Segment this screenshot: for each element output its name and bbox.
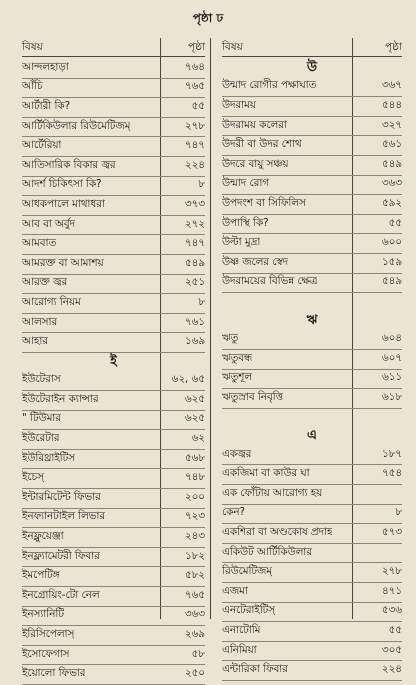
index-entry [22, 372, 205, 392]
index-list [222, 59, 402, 681]
index-entry [222, 465, 402, 485]
entry-term: উদরাময়ের বিভিন্ন ক্ষেত্র [222, 275, 318, 288]
entry-term: উষ্ণ জলের স্বেদ [222, 255, 289, 268]
section-letter: ই [110, 353, 117, 369]
entry-term: ইচেস্ [22, 471, 44, 484]
section-letter: ঋ [306, 312, 318, 328]
index-entry [22, 137, 205, 157]
entry-term: ইনফ্যানটাইল লিভার [22, 510, 105, 523]
index-entry [22, 567, 205, 587]
entry-page-number: ৩২৭ [381, 118, 402, 131]
index-entry [222, 254, 402, 274]
spacer-row [222, 409, 402, 428]
entry-page-number: ৪৭১ [381, 584, 402, 597]
entry-term: আর্টেরিয়া [22, 139, 62, 152]
index-entry [22, 196, 205, 216]
entry-term: ইমপেটিঙ্গ [22, 569, 60, 582]
entry-term: ইয়োলো ফিভার [22, 667, 86, 680]
index-entry [22, 333, 205, 353]
entry-page-number: ৩৬৩ [184, 608, 205, 621]
entry-page-number: ৭৪৮ [184, 471, 205, 484]
column-header [22, 40, 205, 57]
entry-page-number: ৭৬৪ [184, 60, 205, 73]
index-entry [222, 485, 402, 505]
index-entry [222, 642, 402, 662]
index-entry [222, 176, 402, 196]
entry-term: ঋতু [222, 332, 239, 345]
entry-page-number: ২৬৯ [184, 628, 205, 641]
entry-page-number: ৬০৭ [381, 351, 402, 364]
entry-page-number: ৩৭৩ [184, 197, 205, 210]
entry-term: উদরী বা উদর শোথ [222, 138, 302, 151]
entry-page-number: ৭৪৭ [184, 139, 205, 152]
index-entry [222, 661, 402, 681]
entry-page-number: ৩৬৭ [381, 79, 402, 92]
entry-term: কেন? [222, 506, 245, 519]
entry-page-number: ৬১১ [381, 371, 402, 384]
entry-term: আমবাত [22, 237, 57, 250]
entry-page-number: ৫৪৯ [381, 157, 402, 170]
index-entry [22, 528, 205, 548]
entry-page-number: ২৪৩ [184, 530, 205, 543]
entry-term: একিউট আর্টিকিউলার [222, 545, 312, 558]
index-entry [222, 97, 402, 117]
index-entry [22, 450, 205, 470]
entry-term: আরক্ত জ্বর [22, 276, 68, 289]
entry-term: উদরাময় [222, 98, 256, 111]
index-entry [222, 274, 402, 294]
entry-term: আরোগ্য নিয়ম [22, 295, 81, 308]
entry-term: ইউটেরাইন ক্যান্সার [22, 392, 99, 405]
header-subject: বিষয় [222, 40, 243, 53]
index-entry [22, 469, 205, 489]
index-entry [22, 59, 205, 79]
entry-term: আঁচি [22, 80, 43, 93]
index-entry [222, 330, 402, 350]
index-entry [222, 505, 402, 525]
index-entry [222, 524, 402, 544]
header-page: পৃষ্ঠা [187, 40, 205, 53]
entry-term: ঋতুস্রাব নিবৃত্তি [222, 390, 283, 403]
index-entry [22, 411, 205, 431]
entry-term: ইনফ্ল্যামেটরী ফিবার [22, 549, 100, 562]
spacer-row [222, 293, 402, 312]
entry-term: ইনফ্লুয়েঞ্জা [22, 530, 64, 543]
index-entry [22, 391, 205, 411]
entry-term: এনাটোমি [222, 624, 261, 637]
entry-term: উন্মাদ রোগীর পক্ষাঘাত [222, 79, 317, 92]
column-divider [210, 38, 211, 619]
index-entry [222, 603, 402, 623]
entry-page-number: ৮ [198, 295, 205, 308]
entry-page-number: ৫৪৪ [381, 98, 402, 111]
entry-term: আন্দলহাড়া [22, 60, 69, 73]
index-entry [22, 607, 205, 627]
index-column-left [22, 40, 205, 685]
index-entry [222, 195, 402, 215]
entry-term: " টিউমার [22, 412, 61, 425]
entry-term: ইউটেরাস [22, 373, 61, 386]
index-entry [22, 98, 205, 118]
section-letter: এ [307, 428, 317, 444]
page-title: পৃষ্ঠা ঢ [192, 11, 224, 25]
index-entry [22, 548, 205, 568]
entry-term: এজমা [222, 584, 248, 597]
entry-term: আমরক্ত বা আমাশয় [22, 256, 104, 269]
entry-page-number: ৫৫ [388, 624, 402, 637]
index-entry [222, 544, 402, 564]
index-entry [22, 646, 205, 666]
entry-page-number: ৬১৮ [381, 390, 402, 403]
entry-page-number: ২৫০ [184, 667, 205, 680]
entry-term: ইনস্যানিটি [22, 608, 64, 621]
index-entry [22, 665, 205, 685]
index-entry [22, 489, 205, 509]
index-entry [22, 118, 205, 138]
entry-page-number: ২৭৮ [381, 565, 402, 578]
index-entry [22, 255, 205, 275]
entry-term: উদরাময় কলেরা [222, 118, 287, 131]
entry-term: একশিরা বা অণ্ডকোষ প্রদাহ [222, 526, 333, 539]
entry-page-number: ৫৪৯ [381, 275, 402, 288]
entry-page-number: ৬০০ [381, 236, 402, 249]
entry-term: আর্টারী কি? [22, 99, 71, 112]
entry-page-number: ৩০৫ [381, 643, 402, 656]
entry-page-number: ৫৭৩ [381, 526, 402, 539]
index-entry [22, 275, 205, 295]
entry-page-number: ১৮৭ [381, 447, 402, 460]
entry-term: একজ্বর [222, 447, 252, 460]
entry-page-number: ৬২৫ [184, 392, 205, 405]
entry-term: উপাস্থি কি? [222, 216, 269, 229]
entry-term: এন্টারিকা ফিবার [222, 663, 288, 676]
index-entry [222, 583, 402, 603]
entry-term: উদরে বায়ু সঞ্চয় [222, 157, 289, 170]
entry-term: উপদংশ বা সিফিলিস [222, 196, 306, 209]
entry-term: ঋতুবন্ধ [222, 351, 253, 364]
entry-page-number: ২৭৮ [184, 119, 205, 132]
index-entry [222, 350, 402, 370]
index-entry [222, 234, 402, 254]
index-entry [22, 626, 205, 646]
entry-page-number: ২৭২ [184, 217, 205, 230]
entry-page-number: ৫৬১ [381, 138, 402, 151]
entry-page-number: ৭৫৪ [381, 467, 402, 480]
entry-term: আধকপালে মাথাধরা [22, 197, 105, 210]
entry-page-number: ২৫১ [184, 276, 205, 289]
entry-term: আর্টিকিউলার রিউমেটিজম্ [22, 119, 131, 132]
entry-page-number: ৫৫ [388, 216, 402, 229]
entry-term: এক ফোঁটায় আরোগ্য হয় [222, 486, 323, 499]
index-entry [22, 157, 205, 177]
section-letter: উ [306, 59, 318, 75]
entry-page-number: ৮ [395, 506, 402, 519]
column-header [222, 40, 402, 57]
index-entry [222, 215, 402, 235]
entry-page-number: ৩৬৩ [381, 177, 402, 190]
entry-term: আহার [22, 335, 49, 348]
index-column-right [222, 40, 402, 681]
entry-page-number: ৫৬৮ [184, 451, 205, 464]
entry-page-number: ১৮২ [184, 549, 205, 562]
index-entry [22, 294, 205, 314]
entry-page-number: ৫৩৬ [381, 604, 402, 617]
entry-term: উল্টা মুদ্রা [222, 236, 261, 249]
header-page: পৃষ্ঠা [384, 40, 402, 53]
entry-page-number: ১৬৯ [184, 335, 205, 348]
entry-page-number: ২০০ [184, 490, 205, 503]
entry-term: আব বা অর্বুদ [22, 217, 76, 230]
entry-page-number: ৭৬৫ [184, 80, 205, 93]
entry-term: উন্মাদ রোগ [222, 177, 270, 190]
index-entry [222, 622, 402, 642]
entry-term: ইন্টারমিটেন্ট ফিভার [22, 490, 101, 503]
index-entry [22, 314, 205, 334]
entry-term: ইউরেটার [22, 432, 60, 445]
entry-page-number: ২২৪ [184, 158, 205, 171]
entry-page-number: ১৫৯ [381, 255, 402, 268]
index-entry [22, 430, 205, 450]
entry-term: এনিমিয়া [222, 643, 257, 656]
entry-page-number: ৫৮ [191, 647, 205, 660]
entry-page-number: ৫৮২ [184, 569, 205, 582]
entry-term: আতিসারিক বিকার জ্বর [22, 158, 116, 171]
entry-page-number: ৬০৪ [381, 332, 402, 345]
entry-term: একজিমা বা কাউর ঘা [222, 467, 310, 480]
index-entry [22, 216, 205, 236]
entry-page-number: ২২৪ [381, 663, 402, 676]
entry-page-number: ৭৪৭ [184, 237, 205, 250]
index-entry [222, 156, 402, 176]
entry-term: ইসোফেগাস [22, 647, 70, 660]
entry-term: ইউরিথ্রাইটিস [22, 451, 76, 464]
entry-page-number: ৭৬৫ [184, 588, 205, 601]
entry-term: ইনগ্রোয়িং-টো নেল [22, 588, 100, 601]
index-entry [22, 79, 205, 99]
entry-term: আলসার [22, 315, 58, 328]
entry-page-number: ৫৫ [191, 99, 205, 112]
entry-term: ইরিসিপেলাস্ [22, 628, 75, 641]
index-entry [222, 370, 402, 390]
entry-term: আদর্শ চিকিৎসা কি? [22, 178, 102, 191]
header-subject: বিষয় [22, 40, 43, 53]
entry-page-number: ৮ [198, 178, 205, 191]
index-entry [222, 446, 402, 466]
index-entry [222, 389, 402, 409]
index-entry [222, 563, 402, 583]
entry-term: ঋতুশূল [222, 371, 253, 384]
index-entry [222, 78, 402, 98]
index-list [22, 59, 205, 685]
entry-page-number: ৬২৫ [184, 412, 205, 425]
entry-term: রিউমেটিজম্ [222, 565, 272, 578]
entry-term: এনটেরাইটিস্ [222, 604, 276, 617]
index-entry [222, 136, 402, 156]
entry-page-number: ৭২৩ [184, 510, 205, 523]
index-entry [22, 509, 205, 529]
entry-page-number: ৫৯২ [381, 196, 402, 209]
index-entry [222, 117, 402, 137]
entry-page-number: ৫৪৯ [184, 256, 205, 269]
entry-page-number: ৬২ [191, 432, 205, 445]
entry-page-number: ৭৬১ [184, 315, 205, 328]
index-entry [22, 235, 205, 255]
index-entry [22, 587, 205, 607]
entry-page-number: ৬২, ৬৫ [171, 373, 205, 386]
index-entry [22, 177, 205, 197]
